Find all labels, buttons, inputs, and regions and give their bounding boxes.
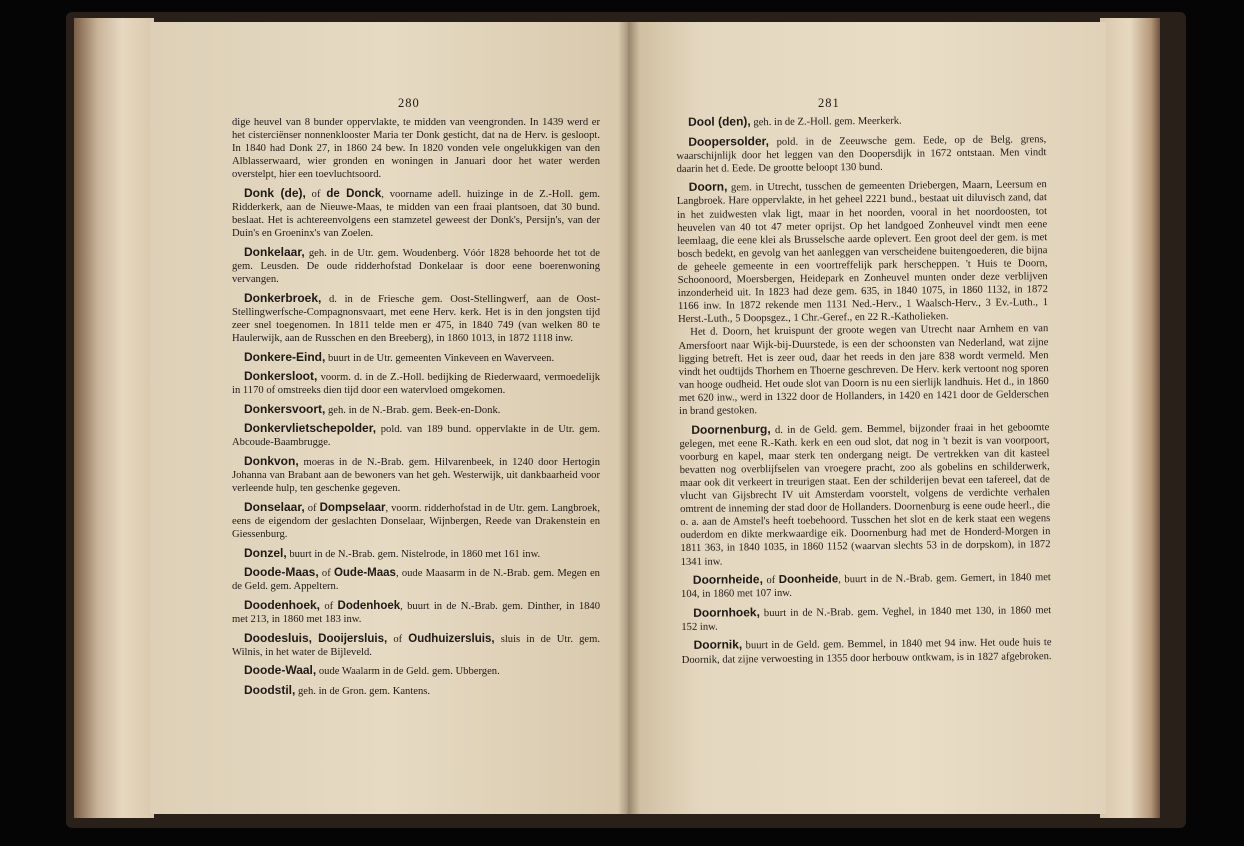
entry-donkvon: Donkvon, moeras in de N.-Brab. gem. Hilvarenbeek, in 1240 door Hertogin Johanna van Brabant aan de bewoners van het geh. Westerwijk, uit dankbaarheid voor verleende hulp, ten geschenke gegeven. bbox=[232, 454, 600, 495]
entry-donk: Donk (de), of de Donck, voorname adell. huizinge in de Z.-Holl. gem. Ridderkerk, aan de Nieuwe-Maas, te midden van een fraai plantsoen, dat 30 bund. beslaat. Het is achtereenvolgens een stamzetel geweest der Donk's, Persijn's, van der Duin's en Groeninx's van Zoelen. bbox=[232, 185, 600, 240]
entry-donkersvoort: Donkersvoort, geh. in de N.-Brab. gem. Beek-en-Donk. bbox=[244, 401, 501, 416]
entry-donkelaar: Donkelaar, geh. in de Utr. gem. Woudenberg. Vóór 1828 behoorde het tot de gem. Leusden. De oude ridderhofstad Donkelaar is door eene boerenwoning vervangen. bbox=[232, 244, 600, 286]
entry-donzel: Donzel, buurt in de N.-Brab. gem. Nistelrode, in 1860 met 161 inw. bbox=[244, 545, 541, 560]
entry-doodstil: Doodstil, geh. in de Gron. gem. Kantens. bbox=[244, 682, 431, 697]
entry-donselaar: Donselaar, of Dompselaar, voorm. ridderhofstad in de Utr. gem. Langbroek, eens de eigendom der geslachten Donselaar, Wijnbergen, Reede van Drakenstein en Giessenburg. bbox=[232, 499, 600, 541]
entry-donkere-eind: Donkere-Eind, buurt in de Utr. gemeenten Vinkeveen en Waverveen. bbox=[244, 349, 555, 364]
entry-donkersloot: Donkersloot, voorm. d. in de Z.-Holl. bedijking de Riederwaard, vermoedelijk in 1170 of omstreeks dien tijd door een watervloed omgekomen. bbox=[232, 369, 600, 397]
entry-dool: Dool (den), geh. in de Z.-Holl. gem. Meerkerk. bbox=[687, 114, 902, 129]
entry-doorn-village: Het d. Doorn, het kruispunt der groote wegen van Utrecht naar Arnhem en van Amersfoort naar Wijk-bij-Duurstede, is een der schoonsten van Nederland, wat zijne ligging betreft. Het is zeer oud, daar het reeds in den jare 838 wordt vermeld. Men vindt het oudtijds Thorhem en Thoerne geschreven. De Herv. kerk vertoont nog sporen van hooge oudheid. Het oude slot van Doorn is nu een sierlijk landhuis. Het d., in 1860 met 620 inw., werd in 1322 door de Hollanders, in 1420 en 1421 door de Gelderschen in brand gestoken. bbox=[678, 323, 1049, 417]
page-number-right: 281 bbox=[818, 96, 840, 110]
entry-donkervlietschepolder: Donkervlietschepolder, pold. van 189 bund. oppervlakte in de Utr. gem. Abcoude-Baambrugge. bbox=[232, 421, 600, 449]
book-gutter bbox=[618, 22, 640, 814]
entry-doopersolder: Doopersolder, pold. in de Zeeuwsche gem. Eede, op de Belg. grens, waarschijnlijk door het leggen van den Doopersdijk in 1672 ontstaan. Men vindt daarin het d. Eede. De grootte beloopt 130 bund. bbox=[676, 133, 1047, 175]
entry-doornhoek: Doornhoek, buurt in de N.-Brab. gem. Veghel, in 1840 met 130, in 1860 met 152 inw. bbox=[681, 604, 1052, 633]
entry-doornheide: Doornheide, of Doonheide, buurt in de N.-Brab. gem. Gemert, in 1840 met 104, in 1860 met 107 inw. bbox=[680, 572, 1051, 601]
entry-doode-maas: Doode-Maas, of Oude-Maas, oude Maasarm in de N.-Brab. gem. Megen en de Geld. gem. Appeltern. bbox=[232, 565, 600, 593]
entry-doornik: Doornik, buurt in de Geld. gem. Bemmel, in 1840 met 94 inw. Het oude huis te Doornik, dat zijne verwoesting in 1355 door herbouw ontkwam, is in 1827 afgebroken. bbox=[681, 637, 1052, 666]
right-page-edges bbox=[1100, 18, 1160, 818]
entry-doode-waal: Doode-Waal, oude Waalarm in de Geld. gem. Ubbergen. bbox=[244, 663, 500, 678]
right-page bbox=[628, 22, 1106, 814]
page-number-left: 280 bbox=[398, 96, 420, 110]
left-page bbox=[150, 22, 628, 814]
entry-doorn: Doorn, gem. in Utrecht, tusschen de gemeenten Driebergen, Maarn, Leersum en Langbroek. Hare oppervlakte, in het geheel 2221 bund., bestaat uit diluvisch zand, dat in het zuidwesten vlak ligt, maar in het noorden, vooral in het noordoosten, tot heuvelen van 40 tot 47 meter oprijst. Op het landgoed Zonheuvel vindt men eene leemlaag, die eene klei als Brusselsche aarde oplevert. Een groot deel der gem. is met bosch bedekt, en gevolg van het aanleggen van verscheidene buitengoederen, die bijna de geheele gemeente in een voortreffelijk park herscheppen. 't Huis te Doorn, Schoonoord, Moersbergen, Heidepark en Zonheuvel munten onder deze verblijven inzonderheid uit. In 1823 had deze gem. 635, in 1840 1075, in 1860 1132, in 1872 1166 inw. In 1872 rekende men 1131 Ned.-Herv., 1 Waalsch-Herv., 3 Ev.-Luth., 1 Herst.-Luth., 5 Doopsgez., 1 Chr.-Geref., en 22 R.-Katholieken. bbox=[676, 179, 1049, 326]
left-page-edges bbox=[74, 18, 154, 818]
left-column bbox=[232, 116, 600, 703]
entry-doodesluis: Doodesluis, Dooijersluis, of Oudhuizersluis, sluis in de Utr. gem. Wilnis, in het water de Bijleveld. bbox=[232, 630, 600, 658]
right-column bbox=[676, 112, 1052, 672]
continuation-text: dige heuvel van 8 bunder oppervlakte, te midden van veengronden. In 1439 werd er het cisterciënser nonnenklooster Maria ter Donk gesticht, dat na de Herv. is gesloopt. In 1840 had Donk 27, in 1860 24 bew. In 1820 vonden vele ongelukkigen van den Alblasserwaard, wier gronden en woningen in Januari door het water werden overstelpt, hier een toevluchtsoord. bbox=[232, 117, 600, 181]
entry-doodenhoek: Doodenhoek, of Dodenhoek, buurt in de N.-Brab. gem. Dinther, in 1840 met 213, in 1860 met 183 inw. bbox=[232, 597, 601, 625]
entry-donkerbroek: Donkerbroek, d. in de Friesche gem. Oost-Stellingwerf, aan de Oost-Stellingwerfsche-Compagnonsvaart, met eene Herv. kerk. Het is in den jongsten tijd zeer snel toegenomen. In 1811 telde men er 475, in 1840 749 (van welken 80 te Haulerwijk, aan de Russchen en den Breeberg), in 1860 1013, in 1872 1118 inw. bbox=[232, 290, 600, 344]
entry-doornenburg: Doornenburg, d. in de Geld. gem. Bemmel, bijzonder fraai in het geboomte gelegen, met eene R.-Kath. kerk en een oud slot, dat nog in 't bezit is van voorpoort, voorburg en kapel, maar sterk ten ondergang neigt. De vertrekken van dit kasteel bevatten nog overblijfselen van vroegere pracht, zoo als gobelins en schilderwerk, maar ook dit verkeert in treurigen staat. Een der schilderijen bevat een tafereel, dat de vlucht van Gijsbrecht IV uit Amsterdam voorstelt, volgens de verdichte verhalen omtrent de inneming der stad door de Hollanders. Doornenburg is eene oude heerl., die o. a. aan de Amstel's heeft toebehoord. Tusschen het slot en de kerk staat een wegens ouderdom en dikte merkwaardige eik. Doornenburg had met de Honderd-Morgen in 1811 363, in 1840 1035, in 1860 1152 (waarvan slechts 53 in de dorpskom), in 1872 1341 inw. bbox=[679, 421, 1051, 568]
